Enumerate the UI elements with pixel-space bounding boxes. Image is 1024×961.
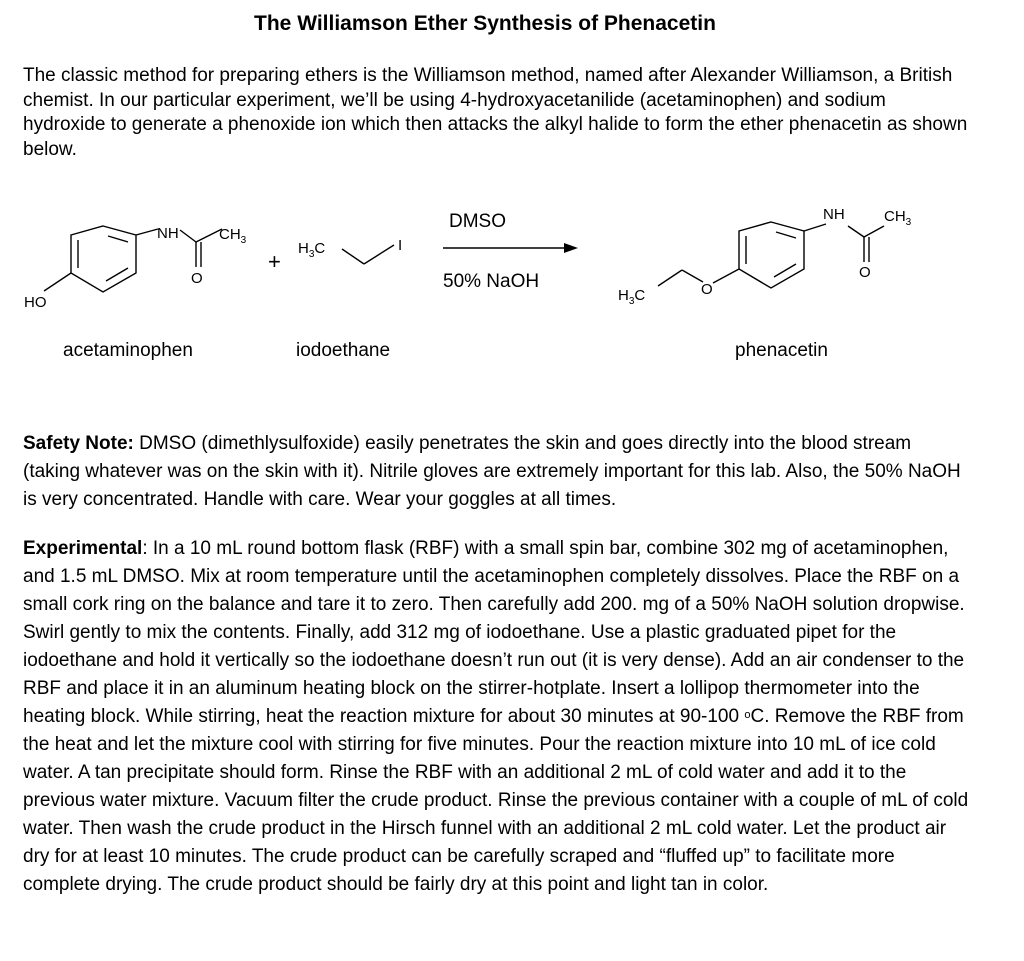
- o-ch2-bond: [682, 270, 703, 282]
- ch3-label: $CH_3$: [219, 226, 247, 246]
- benzene-ring-2: [739, 222, 804, 288]
- acetaminophen-label: acetaminophen: [63, 340, 193, 361]
- plus-sign: +: [268, 249, 281, 274]
- safety-heading: Safety Note:: [23, 433, 134, 454]
- condition-naoh: 50% NaOH: [443, 271, 540, 292]
- iodoethane-label: iodoethane: [296, 340, 391, 361]
- iodine-label: I: [398, 237, 403, 254]
- safety-text: DMSO (dimethlysulfoxide) easily penetrates the skin and goes directly into the blood stream (taking whatever was on the skin with it). Nitrile gloves are extremely important for this lab. Also, the 50% NaOH is very concentrated. Handle with care. Wear your goggles at all times.: [23, 433, 961, 510]
- iodoethane-structure: [342, 245, 394, 264]
- h3c-label: $H_3C$: [618, 287, 646, 307]
- ethyl-bond: [658, 270, 682, 286]
- aromatic-bond: [108, 236, 128, 242]
- nh-label: NH: [823, 206, 845, 223]
- cn-bond: [136, 229, 158, 235]
- amide-bond: [848, 226, 864, 237]
- nh-label: NH: [157, 225, 179, 242]
- benzene-ring-1: [71, 226, 136, 292]
- condition-dmso: DMSO: [449, 211, 506, 232]
- oh-bond: [44, 273, 71, 291]
- reaction-scheme: [0, 190, 1024, 370]
- methyl-bond: [864, 226, 884, 237]
- aryl-o-bond: [713, 269, 739, 283]
- ether-o-label: O: [701, 281, 713, 298]
- arrow-head-icon: [564, 243, 578, 253]
- degree-symbol: o: [744, 709, 751, 721]
- experimental-procedure: [23, 535, 973, 899]
- h3c-label: $H_3C$: [298, 240, 326, 260]
- cn-bond: [804, 224, 826, 231]
- ci-bond: [364, 245, 394, 264]
- ch3-label: $CH_3$: [884, 208, 912, 228]
- page-title: The Williamson Ether Synthesis of Phenacetin: [254, 12, 716, 35]
- phenacetin-structure: [658, 222, 884, 288]
- intro-paragraph: The classic method for preparing ethers is the Williamson method, named after Alexander Williamson, a British chemist. In our particular experiment, we’ll be using 4-hydroxyacetanilide (acetaminophen) and sodium hydroxide to generate a phenoxide ion which then attacks the alkyl halide to form the ether phenacetin as shown below.: [23, 65, 968, 160]
- phenacetin-label: phenacetin: [735, 340, 828, 361]
- amide-bond: [180, 230, 196, 242]
- cc-bond: [342, 249, 364, 264]
- carbonyl-o-label: O: [191, 270, 203, 287]
- aromatic-bond: [776, 232, 796, 238]
- safety-note: [23, 430, 973, 514]
- experimental-text-part2: C. Remove the RBF from the heat and let the mixture cool with stirring for five minutes. Pour the reaction mixture into 10 mL of ice cold water. A tan precipitate should form. Rinse the RBF with an additional 2 mL of cold water and add it to the previous water mixture. Vacuum filter the crude product. Rinse the previous container with a couple of mL of cold water. Then wash the crude product in the Hirsch funnel with an additional 2 mL cold water. Let the product air dry for at least 10 minutes. The crude product can be carefully scraped and “fluffed up” to facilitate more complete drying. The crude product should be fairly dry at this point and light tan in color.: [23, 706, 969, 895]
- ho-label: HO: [24, 294, 47, 311]
- experimental-text-part1: : In a 10 mL round bottom flask (RBF) with a small spin bar, combine 302 mg of acetaminophen, and 1.5 mL DMSO. Mix at room temperature until the acetaminophen completely dissolves. Place the RBF on a small cork ring on the balance and tare it to zero. Then carefully add 200. mg of a 50% NaOH solution dropwise. Swirl gently to mix the contents. Finally, add 312 mg of iodoethane. Use a plastic graduated pipet for the iodoethane and hold it vertically so the iodoethane doesn’t run out (it is very dense). Add an air condenser to the RBF and place it in an aluminum heating block on the stirrer-hotplate. Insert a lollipop thermometer into the heating block. While stirring, heat the reaction mixture for about 30 minutes at 90-100: [23, 538, 965, 727]
- experimental-heading: Experimental: [23, 538, 143, 559]
- carbonyl-o-label: O: [859, 264, 871, 281]
